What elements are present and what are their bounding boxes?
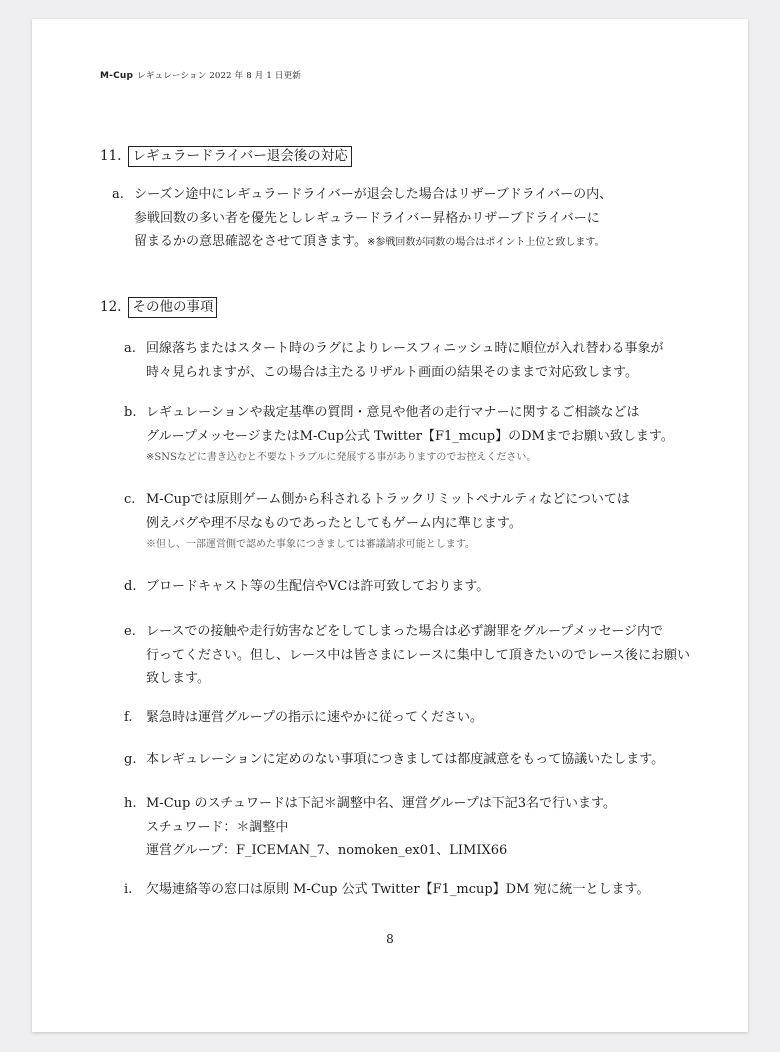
item-line xyxy=(112,230,612,255)
header-brand: M-Cup xyxy=(100,71,134,81)
header-title: レギュレーション 2022 年 8 月 1 日更新 xyxy=(137,71,301,81)
item-line: 時々見られますが、この場合は主たるリザルト画面の結果そのままで対応致します。 xyxy=(146,364,639,380)
item-line: M-Cupでは原則ゲーム側から科されるトラックリミットペナルティなどについては xyxy=(146,492,630,507)
item-line: 行ってください。但し、レース中は皆さまにレースに集中して頂きたいのでレース後にお願い xyxy=(146,647,691,663)
item-line: 本レギュレーションに定めのない事項につきましては都度誠意をもって協議いたします。 xyxy=(146,752,665,767)
item-marker: f. xyxy=(124,710,133,725)
section-heading: その他の事項 xyxy=(128,297,217,318)
item-marker: b. xyxy=(124,405,137,420)
item-marker: g. xyxy=(124,752,137,767)
section-heading: レギュラードライバー退会後の対応 xyxy=(128,146,351,167)
section-12-item-g xyxy=(124,748,664,772)
item-line: レギュレーションや裁定基準の質問・意見や他者の走行マナーに関するご相談などは xyxy=(146,405,640,420)
item-line: 欠場連絡等の窓口は原則 M-Cup 公式 Twitter【F1_mcup】DM 宛に統一とします。 xyxy=(146,882,650,897)
item-line: 例えバグや理不尽なものであったとしてもゲーム内に準じます。 xyxy=(146,515,522,531)
item-line: 運営グループ：F_ICEMAN_7、nomoken_ex01、LIMIX66 xyxy=(146,843,508,858)
section-number: 12. xyxy=(100,299,122,315)
item-marker: i. xyxy=(124,882,133,897)
item-line: シーズン途中にレギュラードライバーが退会した場合はリザーブドライバーの内、 xyxy=(134,187,613,202)
item-note: ※SNSなどに書き込むと不要なトラブルに発展する事がありますのでお控えください。 xyxy=(146,452,537,463)
section-number: 11. xyxy=(100,148,122,164)
document-page xyxy=(32,19,748,1032)
item-line: 回線落ちまたはスタート時のラグによりレースフィニッシュ時に順位が入れ替わる事象が xyxy=(146,341,664,356)
item-marker: d. xyxy=(124,579,137,594)
section-12-item-h xyxy=(124,792,616,863)
section-title-12 xyxy=(100,297,217,318)
item-line: ブロードキャスト等の生配信やVCは許可致しております。 xyxy=(146,579,490,594)
item-marker: a. xyxy=(112,187,124,202)
item-note: ※但し、一部運営側で認めた事象につきましては審議請求可能とします。 xyxy=(146,539,475,550)
section-12-item-i xyxy=(124,878,650,902)
item-line: グループメッセージまたはM-Cup公式 Twitter【F1_mcup】のDMまでお願い致します。 xyxy=(146,428,674,444)
item-line: レースでの接触や走行妨害などをしてしまった場合は必ず謝罪をグループメッセージ内で xyxy=(146,624,664,639)
item-line: M-Cup のスチュワードは下記＊調整中名、運営グループは下記3名で行います。 xyxy=(146,796,617,811)
section-12-item-e xyxy=(124,620,690,691)
section-12-item-b xyxy=(124,401,674,468)
section-11-item-a xyxy=(112,183,612,255)
item-line-text: 留まるかの意思確認をさせて頂きます。 xyxy=(134,234,367,249)
item-line: 参戦回数の多い者を優先としレギュラードライバー昇格かリザーブドライバーに xyxy=(134,210,600,226)
item-line: 致します。 xyxy=(146,671,210,686)
section-12-item-f xyxy=(124,706,483,730)
item-marker: a. xyxy=(124,341,136,356)
item-marker: e. xyxy=(124,624,136,639)
inline-note: ※参戦回数が同数の場合はポイント上位と致します。 xyxy=(366,237,605,248)
page-number: 8 xyxy=(386,932,394,946)
section-12-item-a xyxy=(124,337,664,384)
item-line: 緊急時は運営グループの指示に速やかに従ってください。 xyxy=(146,710,483,725)
section-12-item-d xyxy=(124,575,489,599)
page-header xyxy=(100,69,301,81)
section-12-item-c xyxy=(124,488,630,555)
item-marker: c. xyxy=(124,492,136,507)
item-marker: h. xyxy=(124,796,137,811)
section-title-11 xyxy=(100,146,352,167)
item-line: スチュワード：＊調整中 xyxy=(146,819,289,835)
